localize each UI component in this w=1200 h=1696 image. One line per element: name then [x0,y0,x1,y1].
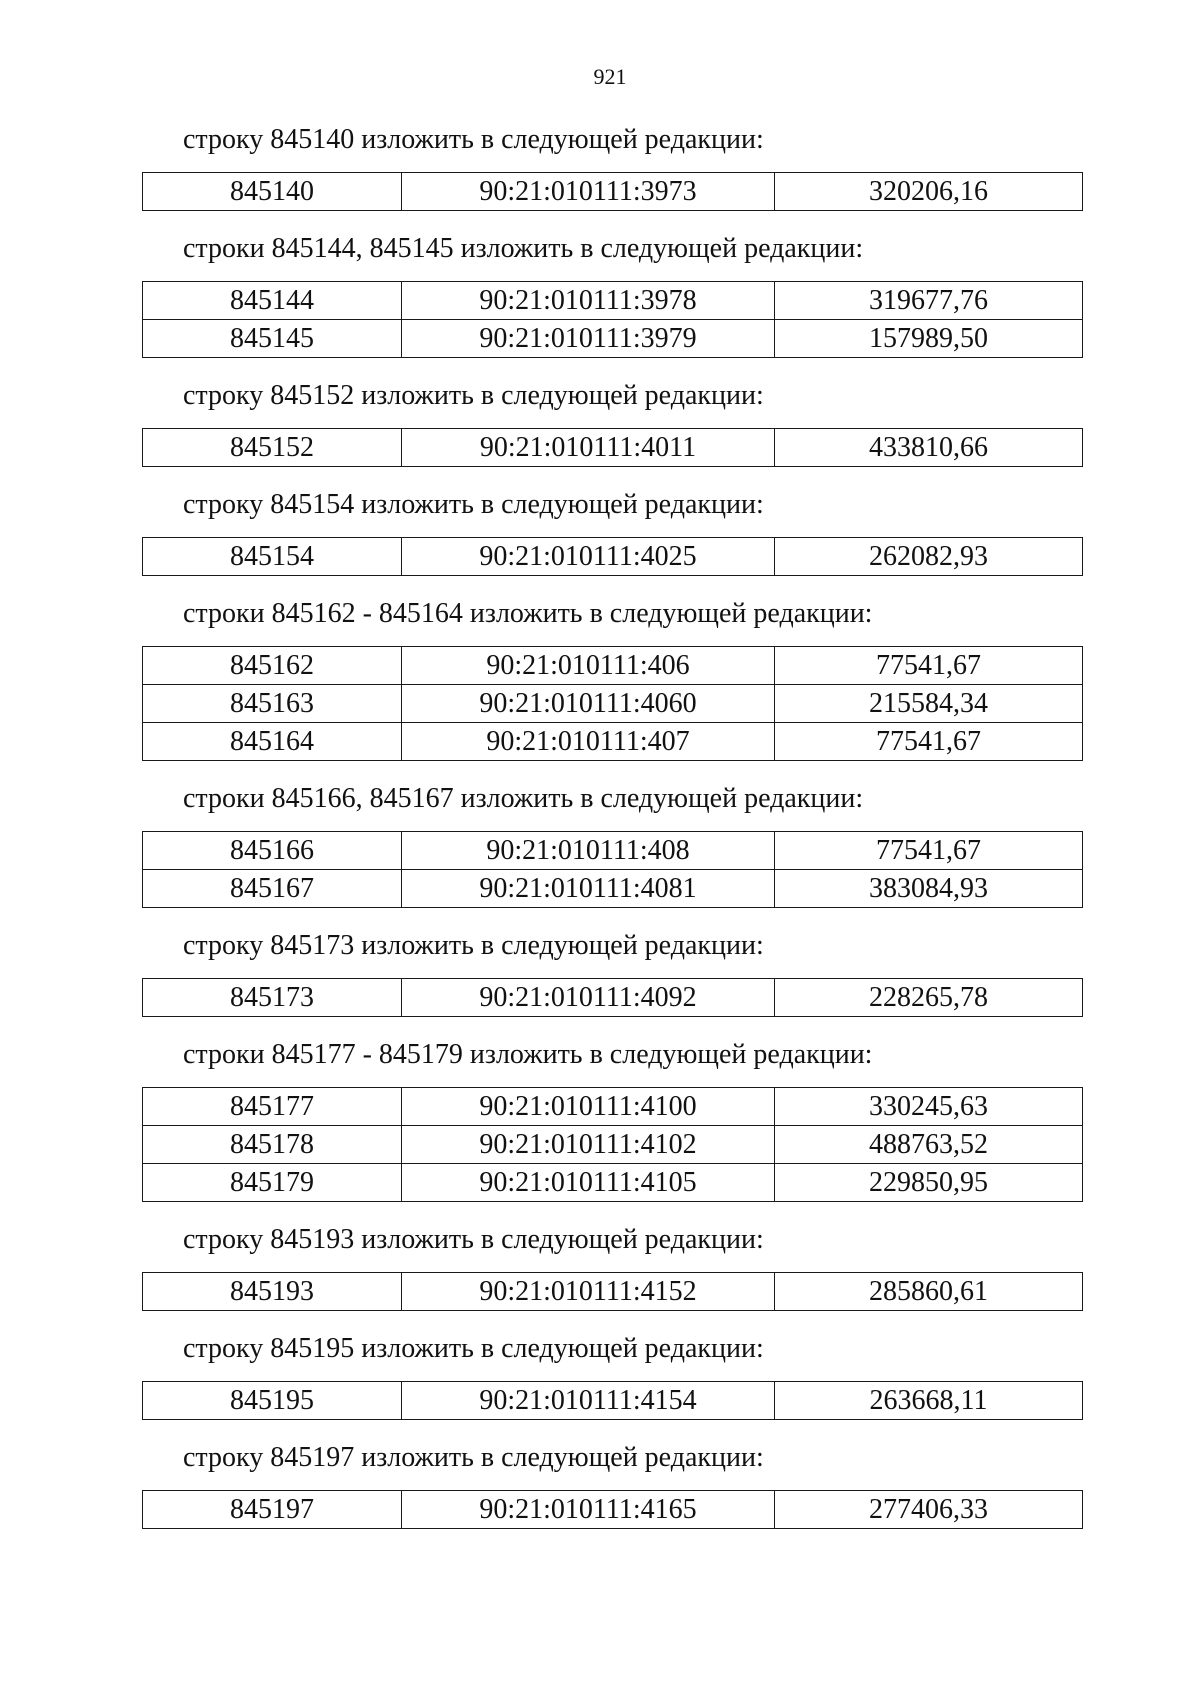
cadastral-number-cell: 90:21:010111:407 [402,723,775,761]
cadastral-number-cell: 90:21:010111:408 [402,832,775,870]
amendment-table [142,172,1083,211]
row-number-cell: 845144 [143,282,402,320]
cadastral-number-cell: 90:21:010111:4011 [402,429,775,467]
cadastral-number-cell: 90:21:010111:4105 [402,1164,775,1202]
amendment-section [142,487,1082,576]
amendment-section [142,1331,1082,1420]
value-cell: 228265,78 [775,979,1083,1017]
value-cell: 330245,63 [775,1088,1083,1126]
value-cell: 77541,67 [775,723,1083,761]
amendment-instruction: строки 845166, 845167 изложить в следующей редакции: [183,783,864,814]
cadastral-number-cell: 90:21:010111:4152 [402,1273,775,1311]
value-cell: 263668,11 [775,1382,1083,1420]
amendment-section [142,231,1082,358]
cadastral-number-cell: 90:21:010111:3979 [402,320,775,358]
value-cell: 77541,67 [775,647,1083,685]
cadastral-number-cell: 90:21:010111:4102 [402,1126,775,1164]
table-row [143,832,1083,870]
amendment-section [142,1222,1082,1311]
value-cell: 157989,50 [775,320,1083,358]
amendment-section [142,122,1082,211]
row-number-cell: 845179 [143,1164,402,1202]
table-row [143,1273,1083,1311]
cadastral-number-cell: 90:21:010111:4092 [402,979,775,1017]
table-row [143,1164,1083,1202]
row-number-cell: 845173 [143,979,402,1017]
row-number-cell: 845177 [143,1088,402,1126]
amendment-instruction: строку 845195 изложить в следующей редакции: [183,1333,764,1364]
amendment-table [142,646,1083,761]
value-cell: 277406,33 [775,1491,1083,1529]
cadastral-number-cell: 90:21:010111:3978 [402,282,775,320]
cadastral-number-cell: 90:21:010111:4165 [402,1491,775,1529]
amendment-table [142,281,1083,358]
amendment-instruction: строку 845140 изложить в следующей редакции: [183,124,764,155]
cadastral-number-cell: 90:21:010111:4060 [402,685,775,723]
row-number-cell: 845154 [143,538,402,576]
table-row [143,685,1083,723]
table-row [143,538,1083,576]
table-row [143,979,1083,1017]
value-cell: 77541,67 [775,832,1083,870]
amendment-section [142,781,1082,908]
cadastral-number-cell: 90:21:010111:4100 [402,1088,775,1126]
amendment-table [142,1087,1083,1202]
table-row [143,1491,1083,1529]
row-number-cell: 845162 [143,647,402,685]
value-cell: 319677,76 [775,282,1083,320]
table-row [143,723,1083,761]
row-number-cell: 845166 [143,832,402,870]
table-row [143,647,1083,685]
row-number-cell: 845152 [143,429,402,467]
row-number-cell: 845197 [143,1491,402,1529]
row-number-cell: 845178 [143,1126,402,1164]
cadastral-number-cell: 90:21:010111:406 [402,647,775,685]
row-number-cell: 845167 [143,870,402,908]
cadastral-number-cell: 90:21:010111:3973 [402,173,775,211]
row-number-cell: 845164 [143,723,402,761]
table-row [143,320,1083,358]
table-row [143,870,1083,908]
table-row [143,429,1083,467]
value-cell: 229850,95 [775,1164,1083,1202]
row-number-cell: 845140 [143,173,402,211]
amendment-instruction: строку 845197 изложить в следующей редакции: [183,1442,764,1473]
table-row [143,1126,1083,1164]
table-row [143,173,1083,211]
table-row [143,1088,1083,1126]
amendment-table [142,831,1083,908]
amendment-table [142,978,1083,1017]
document-body [142,122,1082,1549]
cadastral-number-cell: 90:21:010111:4154 [402,1382,775,1420]
amendment-instruction: строку 845193 изложить в следующей редакции: [183,1224,764,1255]
table-row [143,1382,1083,1420]
page-number: 921 [593,64,627,89]
table-row [143,282,1083,320]
value-cell: 383084,93 [775,870,1083,908]
amendment-table [142,1272,1083,1311]
value-cell: 215584,34 [775,685,1083,723]
cadastral-number-cell: 90:21:010111:4025 [402,538,775,576]
amendment-table [142,1381,1083,1420]
row-number-cell: 845163 [143,685,402,723]
amendment-table [142,1490,1083,1529]
value-cell: 320206,16 [775,173,1083,211]
amendment-instruction: строки 845144, 845145 изложить в следующей редакции: [183,233,864,264]
amendment-section [142,596,1082,761]
amendment-section [142,928,1082,1017]
amendment-instruction: строки 845162 - 845164 изложить в следующей редакции: [183,598,873,629]
amendment-instruction: строку 845173 изложить в следующей редакции: [183,930,764,961]
amendment-section [142,1440,1082,1529]
value-cell: 285860,61 [775,1273,1083,1311]
value-cell: 262082,93 [775,538,1083,576]
row-number-cell: 845145 [143,320,402,358]
cadastral-number-cell: 90:21:010111:4081 [402,870,775,908]
amendment-instruction: строки 845177 - 845179 изложить в следующей редакции: [183,1039,873,1070]
row-number-cell: 845193 [143,1273,402,1311]
value-cell: 488763,52 [775,1126,1083,1164]
amendment-table [142,428,1083,467]
row-number-cell: 845195 [143,1382,402,1420]
amendment-instruction: строку 845152 изложить в следующей редакции: [183,380,764,411]
amendment-section [142,1037,1082,1202]
amendment-table [142,537,1083,576]
amendment-section [142,378,1082,467]
amendment-instruction: строку 845154 изложить в следующей редакции: [183,489,764,520]
value-cell: 433810,66 [775,429,1083,467]
